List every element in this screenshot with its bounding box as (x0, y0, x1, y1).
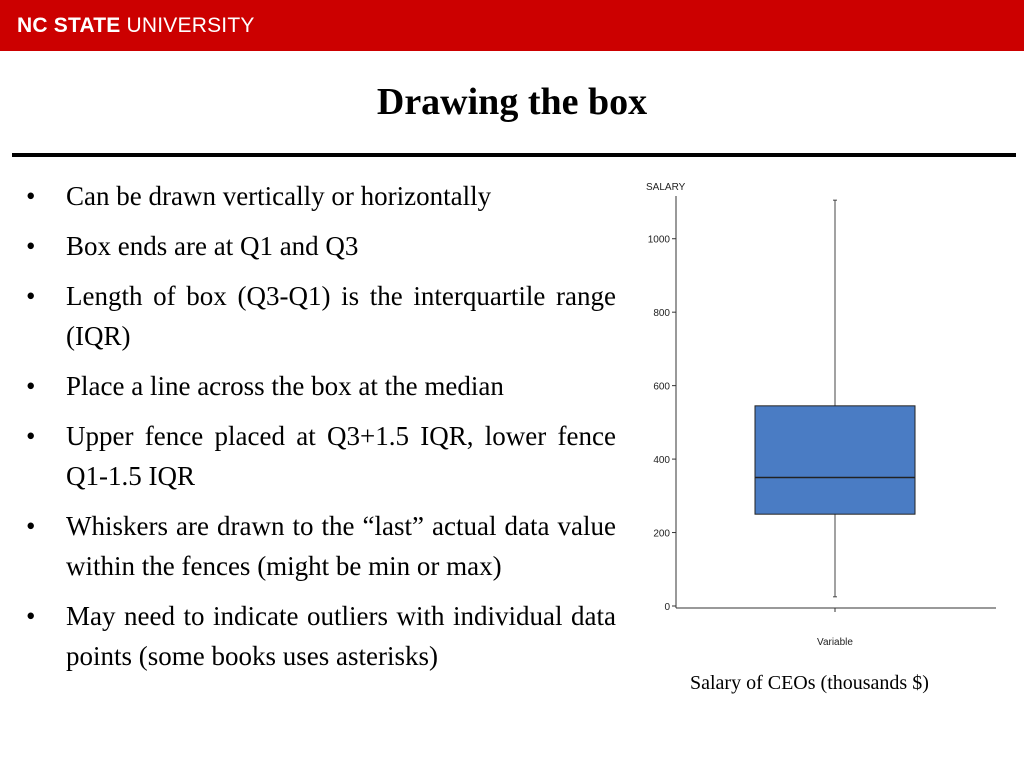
boxplot-chart (636, 172, 1006, 662)
bullet-text: May need to indicate outliers with individual data points (some books uses asterisks) (66, 601, 616, 671)
bullet-item (26, 366, 616, 406)
y-tick-label: 800 (653, 308, 670, 320)
y-axis-label: SALARY (646, 182, 686, 193)
y-tick-label: 600 (653, 381, 670, 393)
y-tick-label: 200 (653, 528, 670, 540)
university-logo: NC STATE UNIVERSITY (17, 14, 255, 37)
bullet-icon: • (26, 281, 36, 311)
y-tick-label: 400 (653, 455, 670, 467)
bullet-icon: • (26, 231, 36, 261)
bullet-item (26, 226, 616, 266)
iqr-box (755, 406, 915, 514)
title-divider (12, 153, 1016, 157)
bullet-text: Can be drawn vertically or horizontally (66, 181, 492, 211)
bullet-text: Whiskers are drawn to the “last” actual data value within the fences (might be min or max) (66, 511, 616, 581)
bullet-list (26, 176, 616, 686)
bullet-text: Length of box (Q3-Q1) is the interquartile range (IQR) (66, 281, 616, 351)
slide-title: Drawing the box (376, 81, 648, 123)
y-tick-label: 1000 (647, 234, 670, 246)
bullet-text: Place a line across the box at the median (66, 371, 504, 401)
bullet-text: Upper fence placed at Q3+1.5 IQR, lower fence Q1-1.5 IQR (66, 421, 616, 491)
bullet-item (26, 596, 616, 676)
x-axis-label: Variable (817, 637, 853, 648)
bullet-icon: • (26, 181, 36, 211)
bullet-icon: • (26, 511, 36, 541)
bullet-item (26, 276, 616, 356)
university-banner (0, 0, 1024, 51)
bullet-item (26, 506, 616, 586)
bullet-icon: • (26, 371, 36, 401)
bullet-text: Box ends are at Q1 and Q3 (66, 231, 359, 261)
bullet-item (26, 416, 616, 496)
bullet-icon: • (26, 601, 36, 631)
bullet-item (26, 176, 616, 216)
y-tick-label: 0 (664, 602, 670, 613)
bullet-icon: • (26, 421, 36, 451)
chart-caption: Salary of CEOs (thousands $) (690, 672, 929, 694)
